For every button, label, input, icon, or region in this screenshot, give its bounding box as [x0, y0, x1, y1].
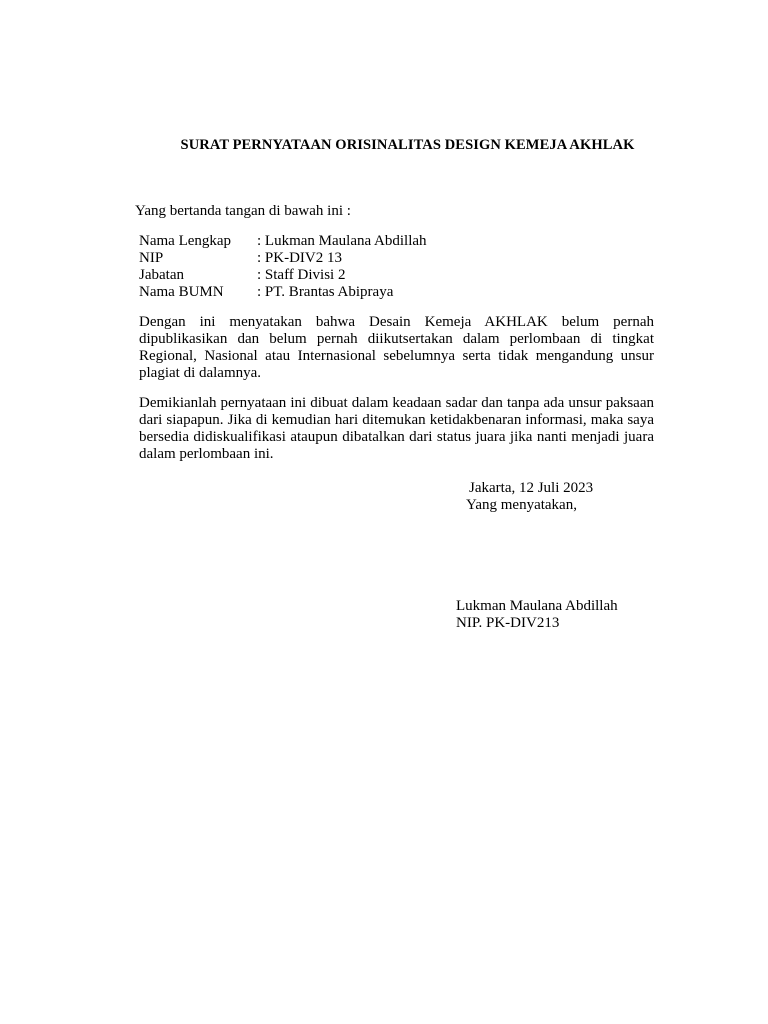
- identity-value: : PK-DIV2 13: [257, 250, 342, 266]
- signer-name: Lukman Maulana Abdillah: [456, 598, 618, 614]
- statement-paragraph: Dengan ini menyatakan bahwa Desain Kemeja AKHLAK belum pernah dipublikasikan dan belum pernah diikutsertakan dalam perlombaan di tingkat Regional, Nasional atau Internasional sebelumnya serta tidak mengandung unsur plagiat di dalamnya.: [139, 314, 654, 381]
- identity-row-position: [139, 267, 427, 284]
- identity-label: NIP: [139, 250, 164, 266]
- identity-table: [139, 233, 427, 301]
- intro-text: Yang bertanda tangan di bawah ini :: [135, 203, 351, 219]
- document-title: SURAT PERNYATAAN ORISINALITAS DESIGN KEMEJA AKHLAK: [180, 137, 635, 153]
- identity-row-company: [139, 284, 427, 301]
- identity-label: Nama BUMN: [139, 284, 224, 300]
- identity-row-name: [139, 233, 427, 250]
- declaration-paragraph: Demikianlah pernyataan ini dibuat dalam keadaan sadar dan tanpa ada unsur paksaan dari siapapun. Jika di kemudian hari ditemukan ketidakbenaran informasi, maka saya bersedia didiskualifikasi ataupun dibatalkan dari status juara jika nanti menjadi juara dalam perlombaan ini.: [139, 395, 654, 462]
- identity-label: Jabatan: [139, 267, 184, 283]
- identity-value: : PT. Brantas Abipraya: [257, 284, 394, 300]
- place-date: Jakarta, 12 Juli 2023: [469, 480, 594, 496]
- signer-nip: NIP. PK-DIV213: [456, 615, 560, 631]
- identity-label: Nama Lengkap: [139, 233, 232, 249]
- identity-value: : Lukman Maulana Abdillah: [257, 233, 427, 249]
- identity-row-nip: [139, 250, 427, 267]
- identity-value: : Staff Divisi 2: [257, 267, 346, 283]
- stated-label: Yang menyatakan,: [466, 497, 577, 513]
